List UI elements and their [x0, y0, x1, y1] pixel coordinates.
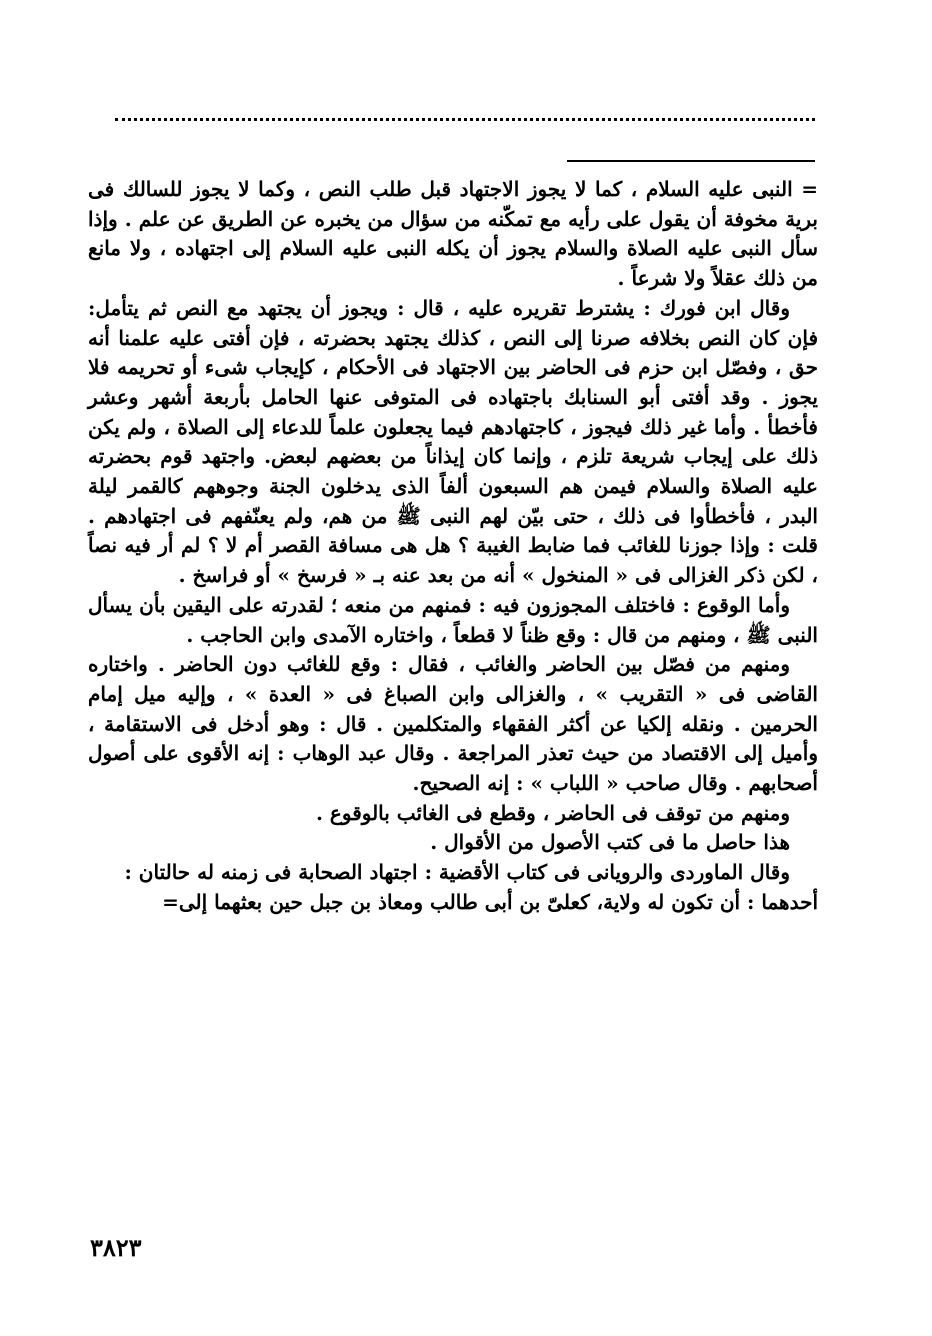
paragraph-ibn-furak: وقال ابن فورك : يشترط تقريره عليه ، قال : ويجوز أن يجتهد مع النص ثم يتأمل: فإن كان النص بخلافه صرنا إلى النص ، كذلك يجتهد بحضرته ، فإن أفتى عليه علمنا أنه حق ، وفصّل ابن حزم فى الحاضر بين الاجتهاد فى الأحكام ، كإيجاب شىء أو تحريمه فلا يجوز . وقد أفتى أبو السنابك باجتهاده فى المتوفى عنها الحامل بأربعة أشهر وعشر فأخطأ . وأما غير ذلك فيجوز ، كاجتهادهم فيما يجعلون علماً للدعاء إلى الصلاة ، ولم يكن ذلك على إيجاب شريعة تلزم ، وإنما كان إيذاناً من بعضهم لبعض. واجتهد قوم بحضرته عليه الصلاة والسلام فيمن هم السبعون ألفاً الذى يدخلون الجنة وجوههم كالقمر ليلة البدر ، فأخطأوا فى ذلك ، حتى بيّن لهم النبى ﷺ من هم، ولم يعنّفهم فى اجتهادهم . قلت : وإذا جوزنا للغائب فما ضابط الغيبة ؟ هل هى مسافة القصر أم لا ؟ لم أر فيه نصاً ، لكن ذكر الغزالى فى « المنخول » أنه من بعد عنه بـ « فرسخ » أو فراسخ .	[88, 295, 818, 588]
header-dotted-rule	[115, 118, 815, 121]
paragraph-mawardi: وقال الماوردى والرويانى فى كتاب الأقضية : اجتهاد الصحابة فى زمنه له حالتان :	[124, 860, 790, 885]
paragraph-tawaqquf: ومنهم من توقف فى الحاضر ، وقطع فى الغائب بالوقوع .	[316, 800, 790, 825]
paragraph-summary: هذا حاصل ما فى كتب الأصول من الأقوال .	[430, 830, 790, 855]
paragraph-wuqu: وأما الوقوع : فاختلف المجوزون فيه : فمنهم من منعه ؛ لقدرته على اليقين بأن يسأل النبى ﷺ ، ومنهم من قال : وقع ظناً لا قطعاً ، واختاره الآمدى وابن الحاجب .	[88, 592, 818, 647]
body-text	[88, 175, 818, 918]
paragraph-first-case: أحدهما : أن تكون له ولاية، كعلىّ بن أبى طالب ومعاذ بن جبل حين بعثهما إلى=	[162, 889, 818, 914]
footnote-separator-rule	[567, 160, 815, 162]
paragraph-hadir-ghaib: ومنهم من فصّل بين الحاضر والغائب ، فقال : وقع للغائب دون الحاضر . واختاره القاضى فى « التقريب » ، والغزالى وابن الصباغ فى « العدة » ، وإليه ميل إمام الحرمين . ونقله إلكيا عن أكثر الفقهاء والمتكلمين . قال : وهو أدخل فى الاستقامة ، وأميل إلى الاقتصاد من حيث تعذر المراجعة . وقال عبد الوهاب : إنه الأقوى على أصول أصحابهم . وقال صاحب « اللباب » : إنه الصحيح.	[88, 652, 818, 796]
paragraph-continuation: = النبى عليه السلام ، كما لا يجوز الاجتهاد قبل طلب النص ، وكما لا يجوز للسالك فى برية مخوفة أن يقول على رأيه مع تمكّنه من سؤال من يخبره عن الطريق عن علم . وإذا سأل النبى عليه الصلاة والسلام يجوز أن يكله النبى عليه السلام إلى اجتهاده ، ولا مانع من ذلك عقلاً ولا شرعاً .	[88, 177, 818, 291]
page-number: ٣٨٢٣	[90, 1233, 142, 1262]
